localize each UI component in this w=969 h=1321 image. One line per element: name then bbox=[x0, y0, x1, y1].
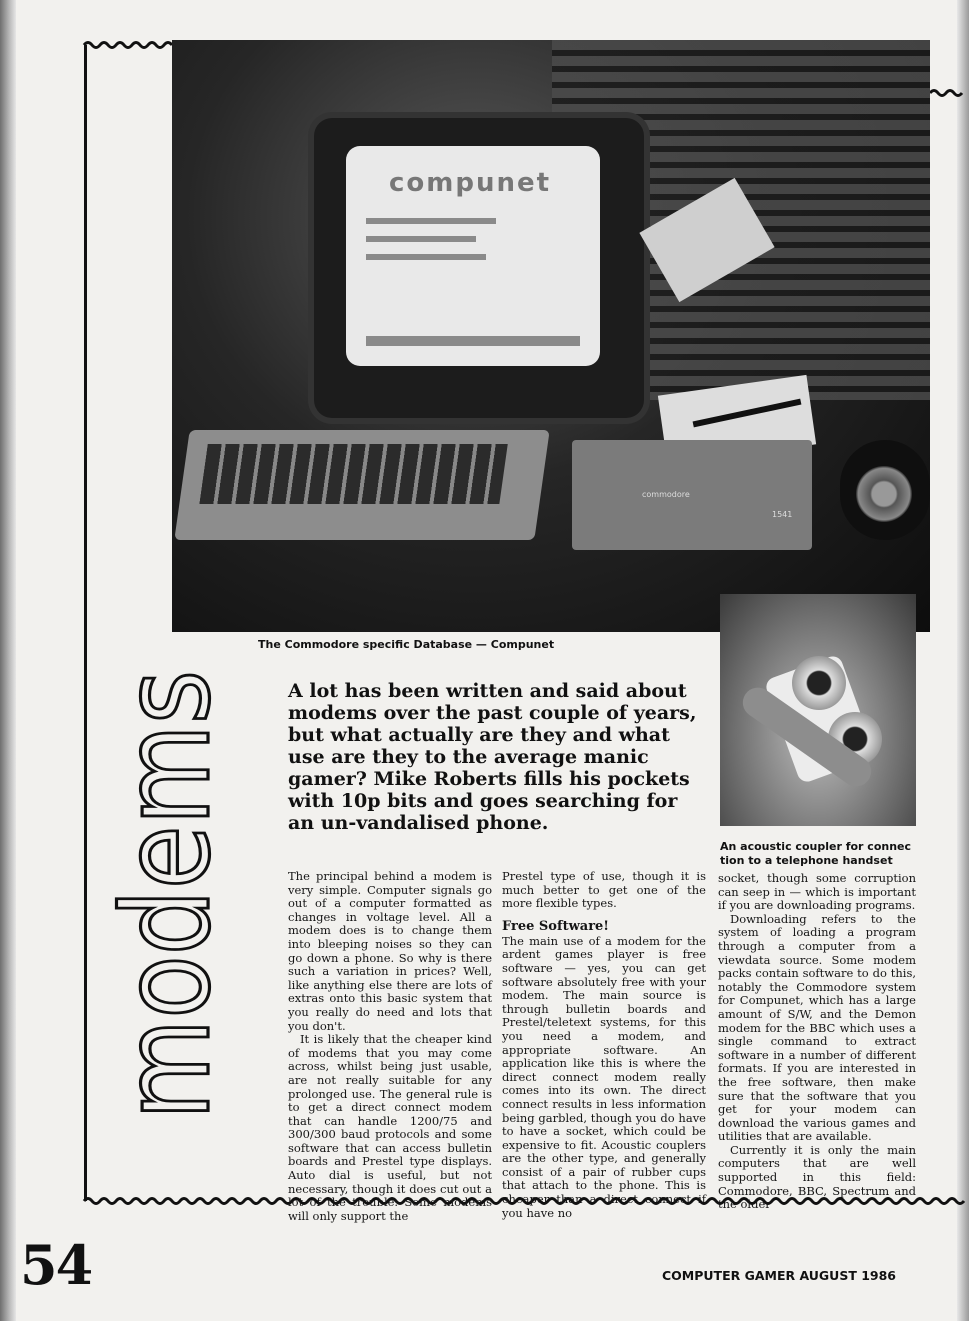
drive-badge-text: commodore bbox=[642, 490, 690, 499]
coupler-cup bbox=[792, 656, 846, 710]
section-title-text: modems bbox=[98, 600, 237, 1120]
section-heading: Free Software! bbox=[502, 918, 610, 934]
acoustic-coupler-photo bbox=[720, 594, 916, 826]
article-paragraph: Downloading refers to the system of loading a program through a computer from a viewdata source. Some modem packs contain software to do this, notably the Commodore system for Compunet, which has a large amount of S/W, and the Demon modem for the BBC which uses a single command to extract software in a number of different formats. If you are interested in the free software, then make sure that the software that you get for your modem can download the various games and utilities that are available. bbox=[718, 911, 916, 1144]
article-column-1 bbox=[288, 870, 492, 1223]
border-left-line bbox=[84, 45, 87, 1201]
monitor bbox=[314, 118, 644, 418]
rotary-telephone bbox=[840, 440, 930, 540]
screen-line bbox=[366, 336, 580, 346]
article-paragraph: The main use of a modem for the ardent games player is free software — yes, you can get software absolutely free with your modem. The main source is through bulletin boards and Prestel/teletext systems, for this you need a modem, and appropriate software. An application like this is where the direct connect modem really comes into its own. The direct connect results in less information being garbled, though you do have to have a socket, which could be expensive to fit. Acoustic couplers are the other type, and generally consist of a pair of rubber cups that attach to the phone. This is cheaper than a direct connect if you have no bbox=[502, 933, 706, 1220]
article-paragraph: Currently it is only the main computers that are well supported in this field: Commodore, BBC, Spectrum and the older bbox=[718, 1142, 916, 1212]
screen-logo-text: compunet bbox=[388, 168, 552, 198]
article-paragraph: Prestel type of use, though it is much better to get one of the more flexible types. bbox=[502, 869, 706, 911]
wavy-border-top-right bbox=[930, 88, 966, 98]
main-photo-caption: The Commodore specific Database — Compunet bbox=[258, 638, 555, 651]
section-title-vertical bbox=[98, 600, 288, 1120]
article-intro: A lot has been written and said about modems over the past couple of years, but what actually are they and what use are they to the average manic gamer? Mike Roberts fills his pockets with 10p bits and goes searching for an un-vandalised phone. bbox=[288, 680, 697, 834]
screen-line bbox=[366, 236, 476, 242]
commodore-compunet-photo bbox=[172, 40, 930, 632]
article-column-3 bbox=[718, 872, 916, 1212]
article-paragraph: socket, though some corruption can seep in — which is important if you are downloading programs. bbox=[718, 871, 916, 913]
wavy-border-top bbox=[84, 40, 174, 50]
inset-photo-caption: An acoustic coupler for connec tion to a telephone handset bbox=[720, 840, 912, 867]
screen-line bbox=[366, 218, 496, 224]
article-paragraph: The principal behind a modem is very simple. Computer signals go out of a computer formatted as changes in voltage level. All a modem does is to change them into bleeping noises so they can go down a phone. So why is there such a variation in prices? Well, like anything else there are lots of extras onto this basic system that you really do need and lots that you don't. bbox=[288, 869, 492, 1033]
page-binding-shadow bbox=[0, 0, 16, 1321]
commodore-keyboard bbox=[174, 430, 549, 540]
page-number: 54 bbox=[20, 1233, 92, 1297]
article-column-2 bbox=[502, 870, 706, 1220]
magazine-footer: COMPUTER GAMER AUGUST 1986 bbox=[662, 1268, 897, 1283]
page-edge-shadow bbox=[957, 0, 969, 1321]
drive-model-number: 1541 bbox=[772, 510, 793, 519]
screen-line bbox=[366, 254, 486, 260]
monitor-screen bbox=[346, 146, 600, 366]
article-paragraph: It is likely that the cheaper kind of modems that you may come across, whilst being just usable, are not really suitable for any prolonged use. The general rule is to get a direct connect modem that can handle 1200/75 and 300/300 baud protocols and some software that can access bulletin boards and Prestel type displays. Auto dial is useful, but not necessary, though it does cut out a lot of the trouble. Some modems will only support the bbox=[288, 1032, 492, 1223]
disk-drive bbox=[572, 440, 812, 550]
